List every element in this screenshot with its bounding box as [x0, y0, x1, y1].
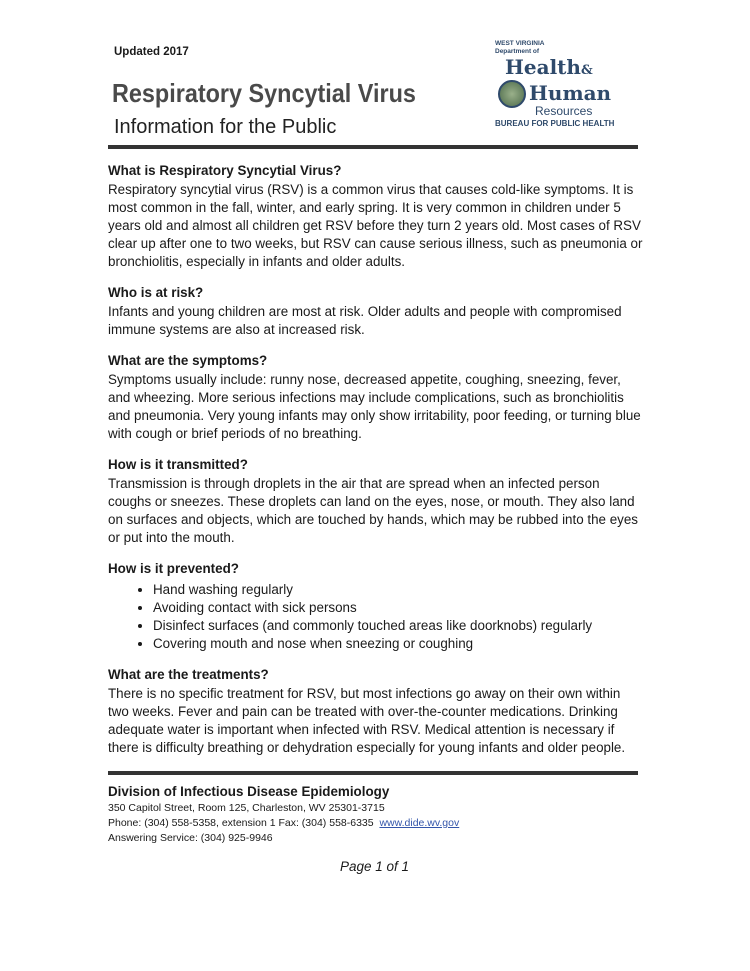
- list-item: • Avoiding contact with sick persons: [153, 599, 643, 617]
- section-body: Transmission is through droplets in the air that are spread when an infected person coughs or sneezes. These droplets can land on the eyes, nose, or mouth. They also land on surfaces and objects, which are touched by hands, which may be rubbed into the eyes or put into the mouth.: [108, 476, 638, 545]
- footer-divider: [108, 771, 638, 775]
- section-body: Infants and young children are most at risk. Older adults and people with compromised immune systems are also at increased risk.: [108, 304, 622, 337]
- section-body: Respiratory syncytial virus (RSV) is a common virus that causes cold-like symptoms. It is most common in the fall, winter, and early spring. It is very common in children under 5 years old and almost all children get RSV before they turn 2 years old. Most cases of RSV clear up after one to two weeks, but RSV can cause serious illness, such as pneumonia or bronchiolitis, especially in infants and older adults.: [108, 182, 643, 269]
- division-name: Division of Infectious Disease Epidemiology: [108, 784, 390, 799]
- header-divider: [108, 145, 638, 149]
- page-number: Page 1 of 1: [340, 859, 410, 874]
- document-title: Respiratory Syncytial Virus: [112, 78, 416, 108]
- footer-contact: [108, 783, 643, 846]
- logo-health: Health: [505, 55, 581, 79]
- answering-service: Answering Service: (304) 925-9946: [108, 832, 273, 844]
- section-heading: Who is at risk?: [108, 285, 204, 300]
- logo-resources: Resources: [535, 104, 593, 118]
- phone-fax: Phone: (304) 558-5358, extension 1 Fax: (304) 558-6335: [108, 817, 374, 829]
- address: 350 Capitol Street, Room 125, Charleston, WV 25301-3715: [108, 802, 385, 814]
- logo-dept: Department of: [495, 48, 540, 55]
- updated-date: Updated 2017: [114, 46, 189, 58]
- list-item: • Disinfect surfaces (and commonly touched areas like doorknobs) regularly: [153, 617, 643, 635]
- section-prevention: [108, 559, 643, 653]
- section-who-at-risk: [108, 283, 643, 339]
- section-heading: What are the symptoms?: [108, 353, 268, 368]
- website-link[interactable]: www.dide.wv.gov: [379, 817, 460, 829]
- section-body: There is no specific treatment for RSV, but most infections go away on their own within two weeks. Fever and pain can be treated with over-the-counter medications. Drinking adequate water is important when infected with RSV. Medical attention is necessary if there is difficulty breathing or dehydration especially for young infants and older people.: [108, 686, 626, 755]
- section-transmission: [108, 455, 643, 547]
- list-item: • Covering mouth and nose when sneezing or coughing: [153, 635, 643, 653]
- logo-bureau: BUREAU FOR PUBLIC HEALTH: [495, 119, 615, 128]
- section-symptoms: [108, 351, 643, 443]
- state-seal-icon: [498, 80, 526, 108]
- wv-dhhr-logo: [495, 40, 640, 129]
- prevention-list: [108, 581, 643, 653]
- logo-state: WEST VIRGINIA: [495, 40, 545, 47]
- document-body: [108, 145, 643, 876]
- section-heading: How is it transmitted?: [108, 457, 248, 472]
- section-treatments: [108, 665, 643, 757]
- section-heading: What is Respiratory Syncytial Virus?: [108, 163, 342, 178]
- section-heading: What are the treatments?: [108, 667, 269, 682]
- section-what-is-rsv: [108, 161, 643, 271]
- section-body: Symptoms usually include: runny nose, decreased appetite, coughing, sneezing, fever, and wheezing. More serious infections may include complications, such as bronchiolitis and pneumonia. Very young infants may only show irritability, poor feeding, or turning blue with cough or brief periods of no breathing.: [108, 372, 641, 441]
- list-item: • Hand washing regularly: [153, 581, 643, 599]
- logo-amp: &: [580, 63, 593, 78]
- section-heading: How is it prevented?: [108, 561, 239, 576]
- logo-human: Human: [529, 81, 612, 105]
- document-subtitle: Information for the Public: [114, 116, 337, 138]
